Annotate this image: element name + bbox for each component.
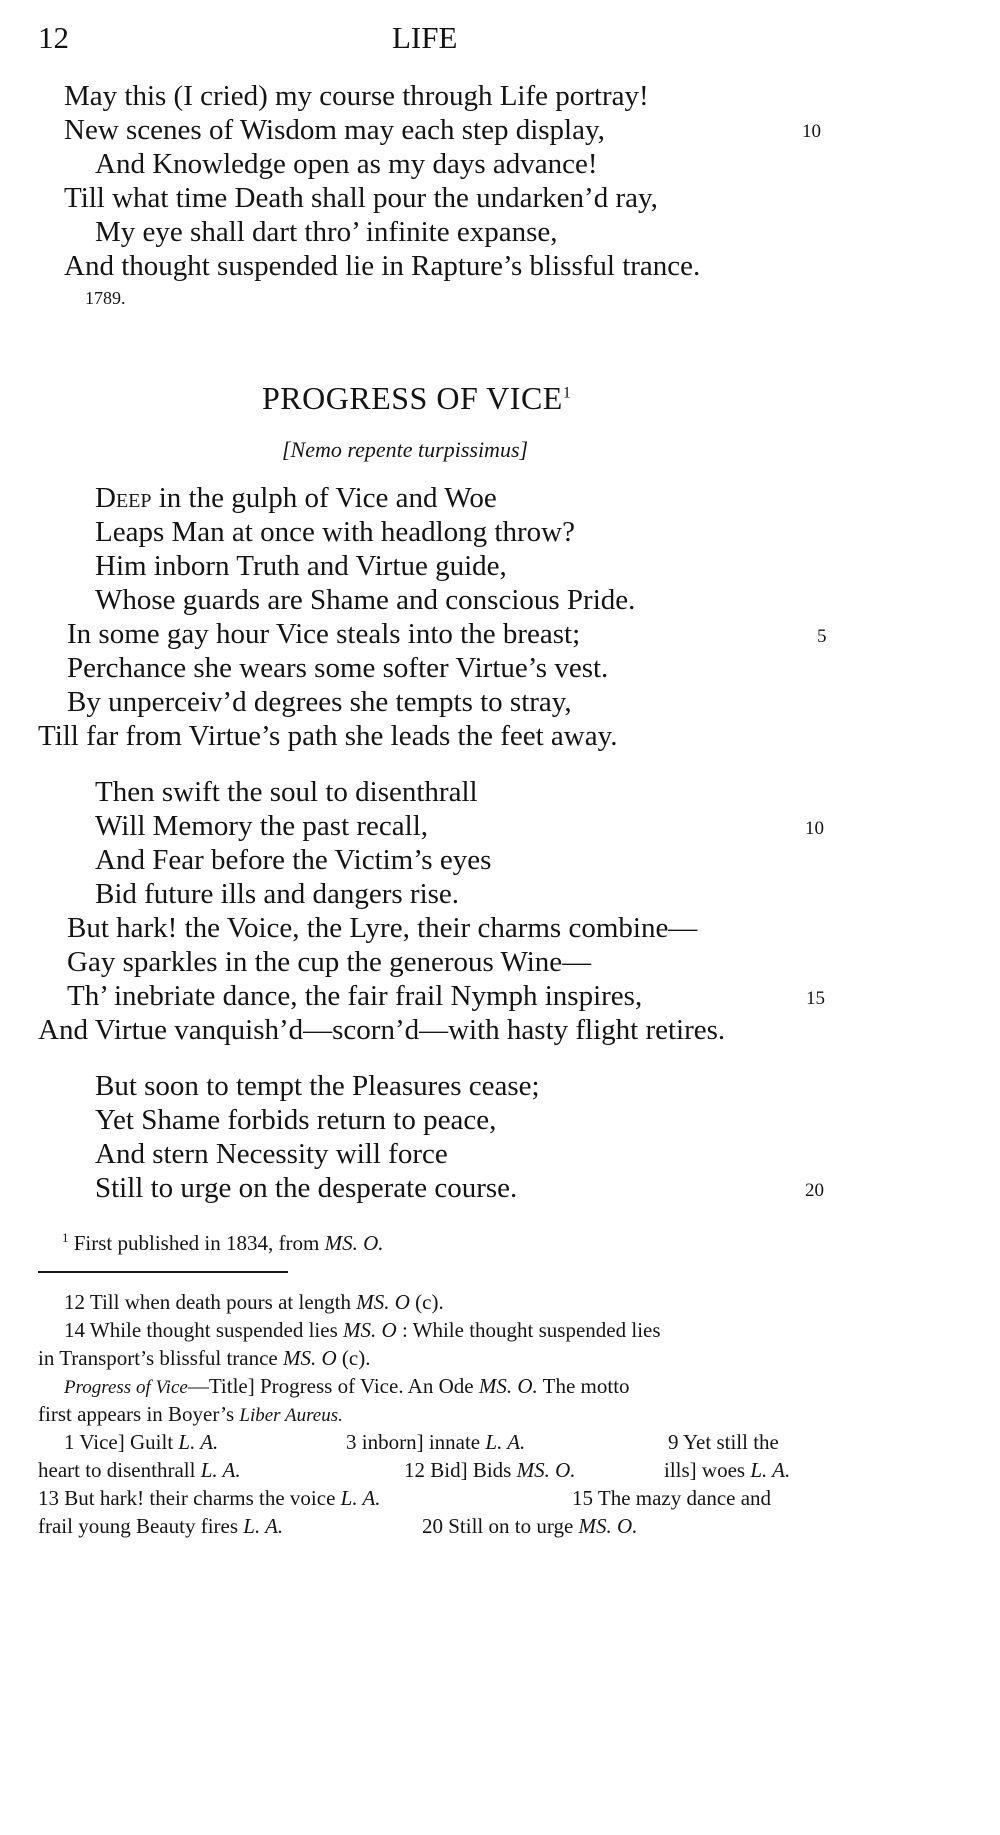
verse-line-rest: in the gulph of Vice and Woe: [151, 482, 497, 514]
verse-line: Th’ inebriate dance, the fair frail Nymph inspires,: [67, 980, 643, 1012]
verse-line: Bid future ills and dangers rise.: [95, 878, 460, 910]
verse-line: Whose guards are Shame and conscious Pride.: [95, 584, 636, 616]
apparatus-entry-continued: [38, 1510, 283, 1543]
apparatus-entry: [422, 1510, 637, 1543]
entry-text: frail young Beauty fires: [38, 1514, 239, 1538]
entry-label: Progress of Vice: [64, 1377, 188, 1398]
verse-line: Leaps Man at once with headlong throw?: [95, 516, 575, 548]
entry-text: Till when death pours at length: [89, 1290, 351, 1314]
verse-line: Still to urge on the desperate course.: [95, 1172, 518, 1204]
poem-motto: [Nemo repente turpissimus]: [282, 437, 529, 462]
verse-line: And Fear before the Victim’s eyes: [95, 844, 492, 876]
entry-text: But hark! their charms the voice: [64, 1486, 336, 1510]
running-title: LIFE: [392, 20, 458, 55]
entry-source: L. A.: [485, 1430, 526, 1454]
entry-text: While thought suspended lies: [89, 1318, 338, 1342]
footnote: [62, 1230, 384, 1256]
verse-line: In some gay hour Vice steals into the breast;: [67, 618, 581, 650]
line-number: 10: [802, 121, 821, 142]
entry-line-number: 13: [38, 1486, 59, 1510]
entry-source: L. A.: [340, 1486, 381, 1510]
footnote-mark: 1: [62, 1230, 69, 1245]
entry-text: first appears in Boyer’s: [38, 1402, 235, 1426]
entry-source: Liber Aureus.: [239, 1405, 343, 1426]
apparatus-entry: [404, 1454, 576, 1487]
verse-line: And stern Necessity will force: [95, 1138, 448, 1170]
footnote-reference: 1: [562, 384, 572, 402]
entry-text: The mazy dance and: [597, 1486, 772, 1510]
entry-source: MS. O: [356, 1290, 410, 1314]
entry-line-number: 14: [64, 1318, 85, 1342]
entry-text: in Transport’s blissful trance: [38, 1346, 278, 1370]
entry-text: (c).: [341, 1346, 371, 1370]
verse-line: Then swift the soul to disenthrall: [95, 776, 478, 808]
entry-text: Bid] Bids: [430, 1458, 512, 1482]
entry-text: ills] woes: [664, 1458, 746, 1482]
entry-line-number: 1: [64, 1430, 75, 1454]
entry-text: Still on to urge: [448, 1514, 574, 1538]
entry-source: L. A.: [750, 1458, 791, 1482]
entry-text: : While thought suspended lies: [401, 1318, 661, 1342]
entry-text: (c).: [415, 1290, 444, 1314]
entry-line-number: 12: [404, 1458, 425, 1482]
entry-line-number: 12: [64, 1290, 85, 1314]
verse-line: Him inborn Truth and Virtue guide,: [95, 550, 507, 582]
verse-line: My eye shall dart thro’ infinite expanse,: [95, 216, 558, 248]
entry-line-number: 3: [346, 1430, 357, 1454]
poem-title-text: PROGRESS OF VICE: [262, 380, 563, 416]
entry-source: MS. O: [283, 1346, 337, 1370]
entry-text: heart to disenthrall: [38, 1458, 196, 1482]
entry-text: —Title]: [187, 1374, 255, 1398]
entry-text: inborn] innate: [361, 1430, 481, 1454]
entry-line-number: 15: [572, 1486, 593, 1510]
verse-line: Gay sparkles in the cup the generous Wine—: [67, 946, 592, 978]
entry-line-number: 9: [668, 1430, 679, 1454]
entry-source: MS. O.: [478, 1374, 538, 1398]
poem-date: 1789.: [85, 288, 126, 308]
line-number: 15: [806, 988, 825, 1009]
verse-line: May this (I cried) my course through Life portray!: [64, 80, 649, 112]
verse-line: Perchance she wears some softer Virtue’s vest.: [67, 652, 609, 684]
verse-line: Yet Shame forbids return to peace,: [95, 1104, 497, 1136]
verse-line: And thought suspended lie in Rapture’s blissful trance.: [64, 250, 701, 282]
footnote-source: MS. O.: [324, 1231, 384, 1255]
verse-line: Till what time Death shall pour the undarken’d ray,: [64, 182, 658, 214]
entry-source: L. A.: [200, 1458, 241, 1482]
entry-text: Yet still the: [682, 1430, 779, 1454]
entry-source: L. A.: [243, 1514, 284, 1538]
verse-line: Will Memory the past recall,: [95, 810, 429, 842]
line-number: 10: [805, 818, 824, 839]
footnote-rule: [38, 1271, 288, 1273]
page-number: 12: [38, 20, 69, 55]
verse-line: But hark! the Voice, the Lyre, their charms combine—: [67, 912, 698, 944]
entry-source: MS. O.: [516, 1458, 576, 1482]
verse-line: New scenes of Wisdom may each step display,: [64, 114, 605, 146]
verse-line: And Knowledge open as my days advance!: [95, 148, 598, 180]
verse-line: And Virtue vanquish’d—scorn’d—with hasty flight retires.: [38, 1014, 726, 1046]
initial-word: Deep: [95, 482, 152, 514]
entry-text: Vice] Guilt: [79, 1430, 174, 1454]
verse-line: But soon to tempt the Pleasures cease;: [95, 1070, 540, 1102]
poem-title: [262, 380, 571, 417]
verse-line: Till far from Virtue’s path she leads the feet away.: [38, 720, 618, 752]
footnote-text: First published in 1834, from: [73, 1231, 320, 1255]
verse-line: By unperceiv’d degrees she tempts to stray,: [67, 686, 572, 718]
line-number: 20: [805, 1180, 824, 1201]
entry-text: The motto: [542, 1374, 630, 1398]
entry-line-number: 20: [422, 1514, 443, 1538]
line-number: 5: [817, 626, 827, 647]
entry-source: MS. O.: [578, 1514, 638, 1538]
entry-text: Progress of Vice. An Ode: [260, 1374, 474, 1398]
entry-source: L. A.: [178, 1430, 219, 1454]
entry-source: MS. O: [343, 1318, 397, 1342]
